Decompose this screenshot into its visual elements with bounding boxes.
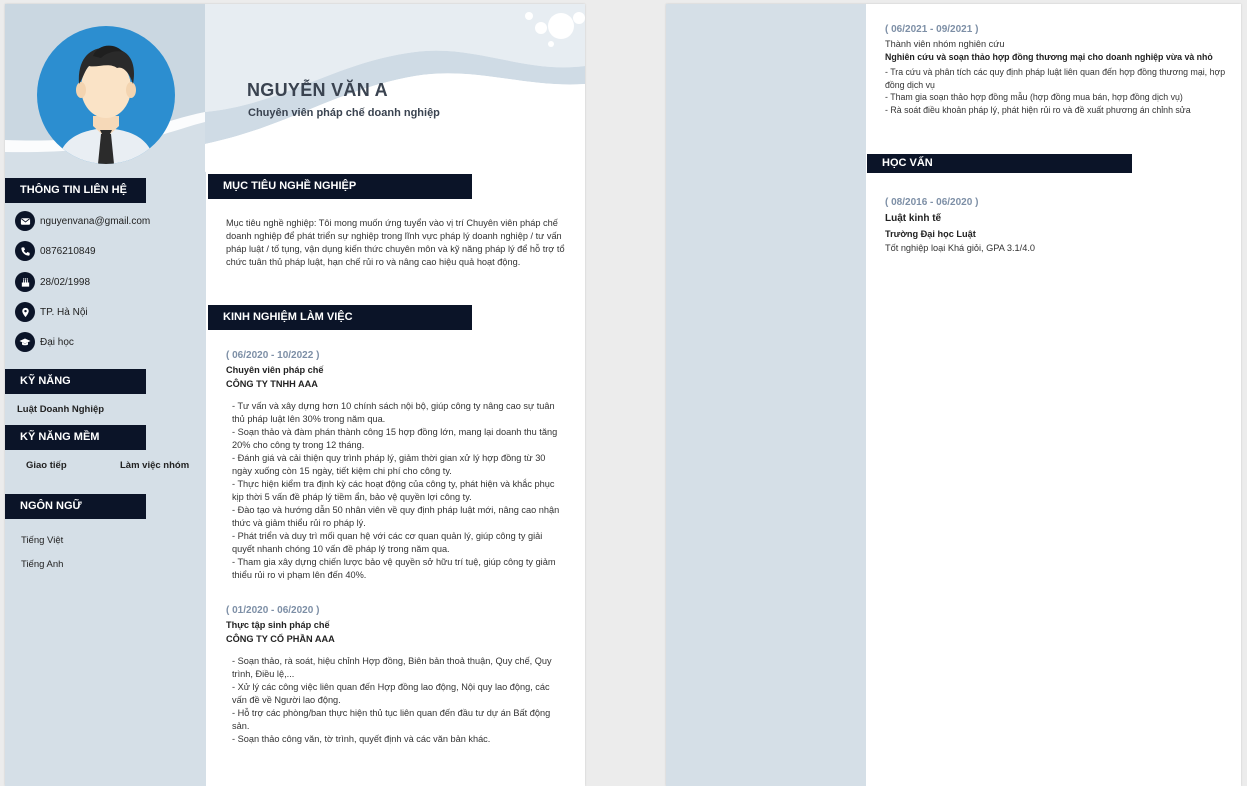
research-date: ( 06/2021 - 09/2021 ) [885, 24, 979, 35]
contact-birthday-text: 28/02/1998 [40, 276, 91, 288]
contact-birthday [15, 272, 90, 292]
contact-location-text: TP. Hà Nội [40, 306, 88, 318]
candidate-title: Chuyên viên pháp chế doanh nghiệp [248, 107, 440, 119]
research-role: Thành viên nhóm nghiên cứu [885, 39, 1005, 49]
location-pin-icon [15, 302, 35, 322]
education-major: Luật kinh tế [885, 213, 942, 224]
job-company: CÔNG TY CỔ PHẦN AAA [226, 634, 335, 644]
education-note: Tốt nghiệp loại Khá giỏi, GPA 3.1/4.0 [885, 243, 1035, 253]
resume-page-1 [5, 4, 585, 786]
mail-icon [15, 211, 35, 231]
job-bullets [232, 400, 562, 582]
job-bullet: - Soạn thảo công văn, tờ trình, quyết định và các văn bản khác. [232, 734, 491, 744]
contact-email-text: nguyenvana@gmail.com [40, 215, 151, 227]
contact-heading: THÔNG TIN LIÊN HỆ [5, 178, 146, 203]
contact-location [15, 302, 88, 322]
job-bullet: - Đào tạo và hướng dẫn 50 nhân viên về quy định pháp luật mới, nâng cao nhận thức và giảm thiểu rủi ro pháp lý. [232, 505, 560, 528]
research-bullet: - Rà soát điều khoản pháp lý, phát hiện rủi ro và đề xuất phương án chỉnh sửa [885, 104, 1191, 115]
research-bullets [885, 66, 1235, 116]
soft-skill-item: Giao tiếp [26, 460, 67, 471]
graduation-cap-icon [15, 332, 35, 352]
job-bullet: - Tham gia xây dựng chiến lược bảo vệ quyền sở hữu trí tuệ, giúp công ty giảm thiểu rủi ro vi phạm lên đến 40%. [232, 557, 556, 580]
research-bullet: - Tham gia soạn thảo hợp đồng mẫu (hợp đồng mua bán, hợp đồng dịch vụ) [885, 92, 1183, 102]
person-illustration [37, 26, 175, 164]
job-bullet: - Tư vấn và xây dựng hơn 10 chính sách nội bộ, giúp công ty nâng cao sự tuân thủ pháp luật lên 30% trong năm qua. [232, 401, 555, 424]
avatar [37, 26, 175, 164]
contact-phone[interactable] [15, 241, 96, 261]
contact-email[interactable] [15, 211, 150, 231]
skill-item: Luật Doanh Nghiệp [17, 404, 105, 415]
soft-skill-item: Làm việc nhóm [120, 460, 190, 471]
sidebar [666, 4, 866, 786]
skills-heading: KỸ NĂNG [5, 369, 146, 394]
soft-skills-heading: KỸ NĂNG MỀM [5, 425, 146, 450]
contact-education-level [15, 332, 74, 352]
contact-phone-text: 0876210849 [40, 245, 96, 257]
research-topic: Nghiên cứu và soạn thảo hợp đồng thương mại cho doanh nghiệp vừa và nhỏ [885, 52, 1213, 62]
phone-icon [15, 241, 35, 261]
education-date: ( 08/2016 - 06/2020 ) [885, 197, 979, 208]
job-bullet: - Phát triển và duy trì mối quan hệ với các cơ quan quản lý, giúp công ty giải quyết nhanh chóng 10 vấn đề pháp lý trong năm qua. [232, 531, 543, 554]
experience-heading: KINH NGHIỆM LÀM VIỆC [208, 305, 472, 330]
job-bullet: - Soạn thảo và đàm phán thành công 15 hợp đồng lớn, mang lại doanh thu tăng 20% cho công ty trong 12 tháng. [232, 427, 558, 450]
education-school: Trường Đại học Luật [885, 229, 976, 239]
languages-heading: NGÔN NGỮ [5, 494, 146, 519]
job-bullet: - Soạn thảo, rà soát, hiệu chỉnh Hợp đồng, Biên bản thoả thuận, Quy chế, Quy trình, Điều lệ,... [232, 656, 552, 679]
job-date: ( 01/2020 - 06/2020 ) [226, 605, 320, 616]
contact-education-level-text: Đại học [40, 336, 74, 348]
resume-page-2 [666, 4, 1241, 786]
cake-icon [15, 272, 35, 292]
job-bullet: - Xử lý các công việc liên quan đến Hợp đồng lao động, Nội quy lao động, các vấn đề về Người lao động. [232, 682, 550, 705]
job-bullet: - Đánh giá và cải thiện quy trình pháp lý, giảm thời gian xử lý hợp đồng từ 30 ngày xuống còn 15 ngày, tiết kiệm chi phí cho công ty. [232, 453, 546, 476]
job-bullet: - Hỗ trợ các phòng/ban thực hiện thủ tục liên quan đến đầu tư dự án Bất động sản. [232, 708, 551, 731]
objective-heading: MỤC TIÊU NGHỀ NGHIỆP [208, 174, 472, 199]
job-bullet: - Thực hiện kiểm tra định kỳ các hoạt động của công ty, phát hiện và khắc phục kịp thời 5 vấn đề pháp lý tiềm ẩn, bảo vệ quyền lợi công ty. [232, 479, 555, 502]
job-position: Chuyên viên pháp chế [226, 365, 324, 375]
research-bullet: - Tra cứu và phân tích các quy định pháp luật liên quan đến hợp đồng thương mại, hợp đồng dịch vụ [885, 67, 1226, 90]
language-item: Tiếng Anh [21, 559, 64, 570]
candidate-name: NGUYỄN VĂN A [247, 80, 388, 100]
job-position: Thực tập sinh pháp chế [226, 620, 330, 630]
job-company: CÔNG TY TNHH AAA [226, 379, 318, 389]
education-heading: HỌC VẤN [867, 154, 1132, 173]
job-bullets [232, 655, 562, 746]
language-item: Tiếng Việt [21, 535, 64, 546]
job-date: ( 06/2020 - 10/2022 ) [226, 350, 320, 361]
objective-text: Mục tiêu nghề nghiệp: Tôi mong muốn ứng tuyển vào vị trí Chuyên viên pháp chế doanh nghiệp để phát triển sự nghiệp trong lĩnh vực pháp lý doanh nghiệp / tư vấn pháp luật / tố tụng, vận dụng kiến thức chuyên môn và kỹ năng pháp lý để hỗ trợ tổ chức tuân thủ pháp luật, hạn chế rủi ro và nâng cao hiệu quả hoạt động. [226, 218, 565, 267]
